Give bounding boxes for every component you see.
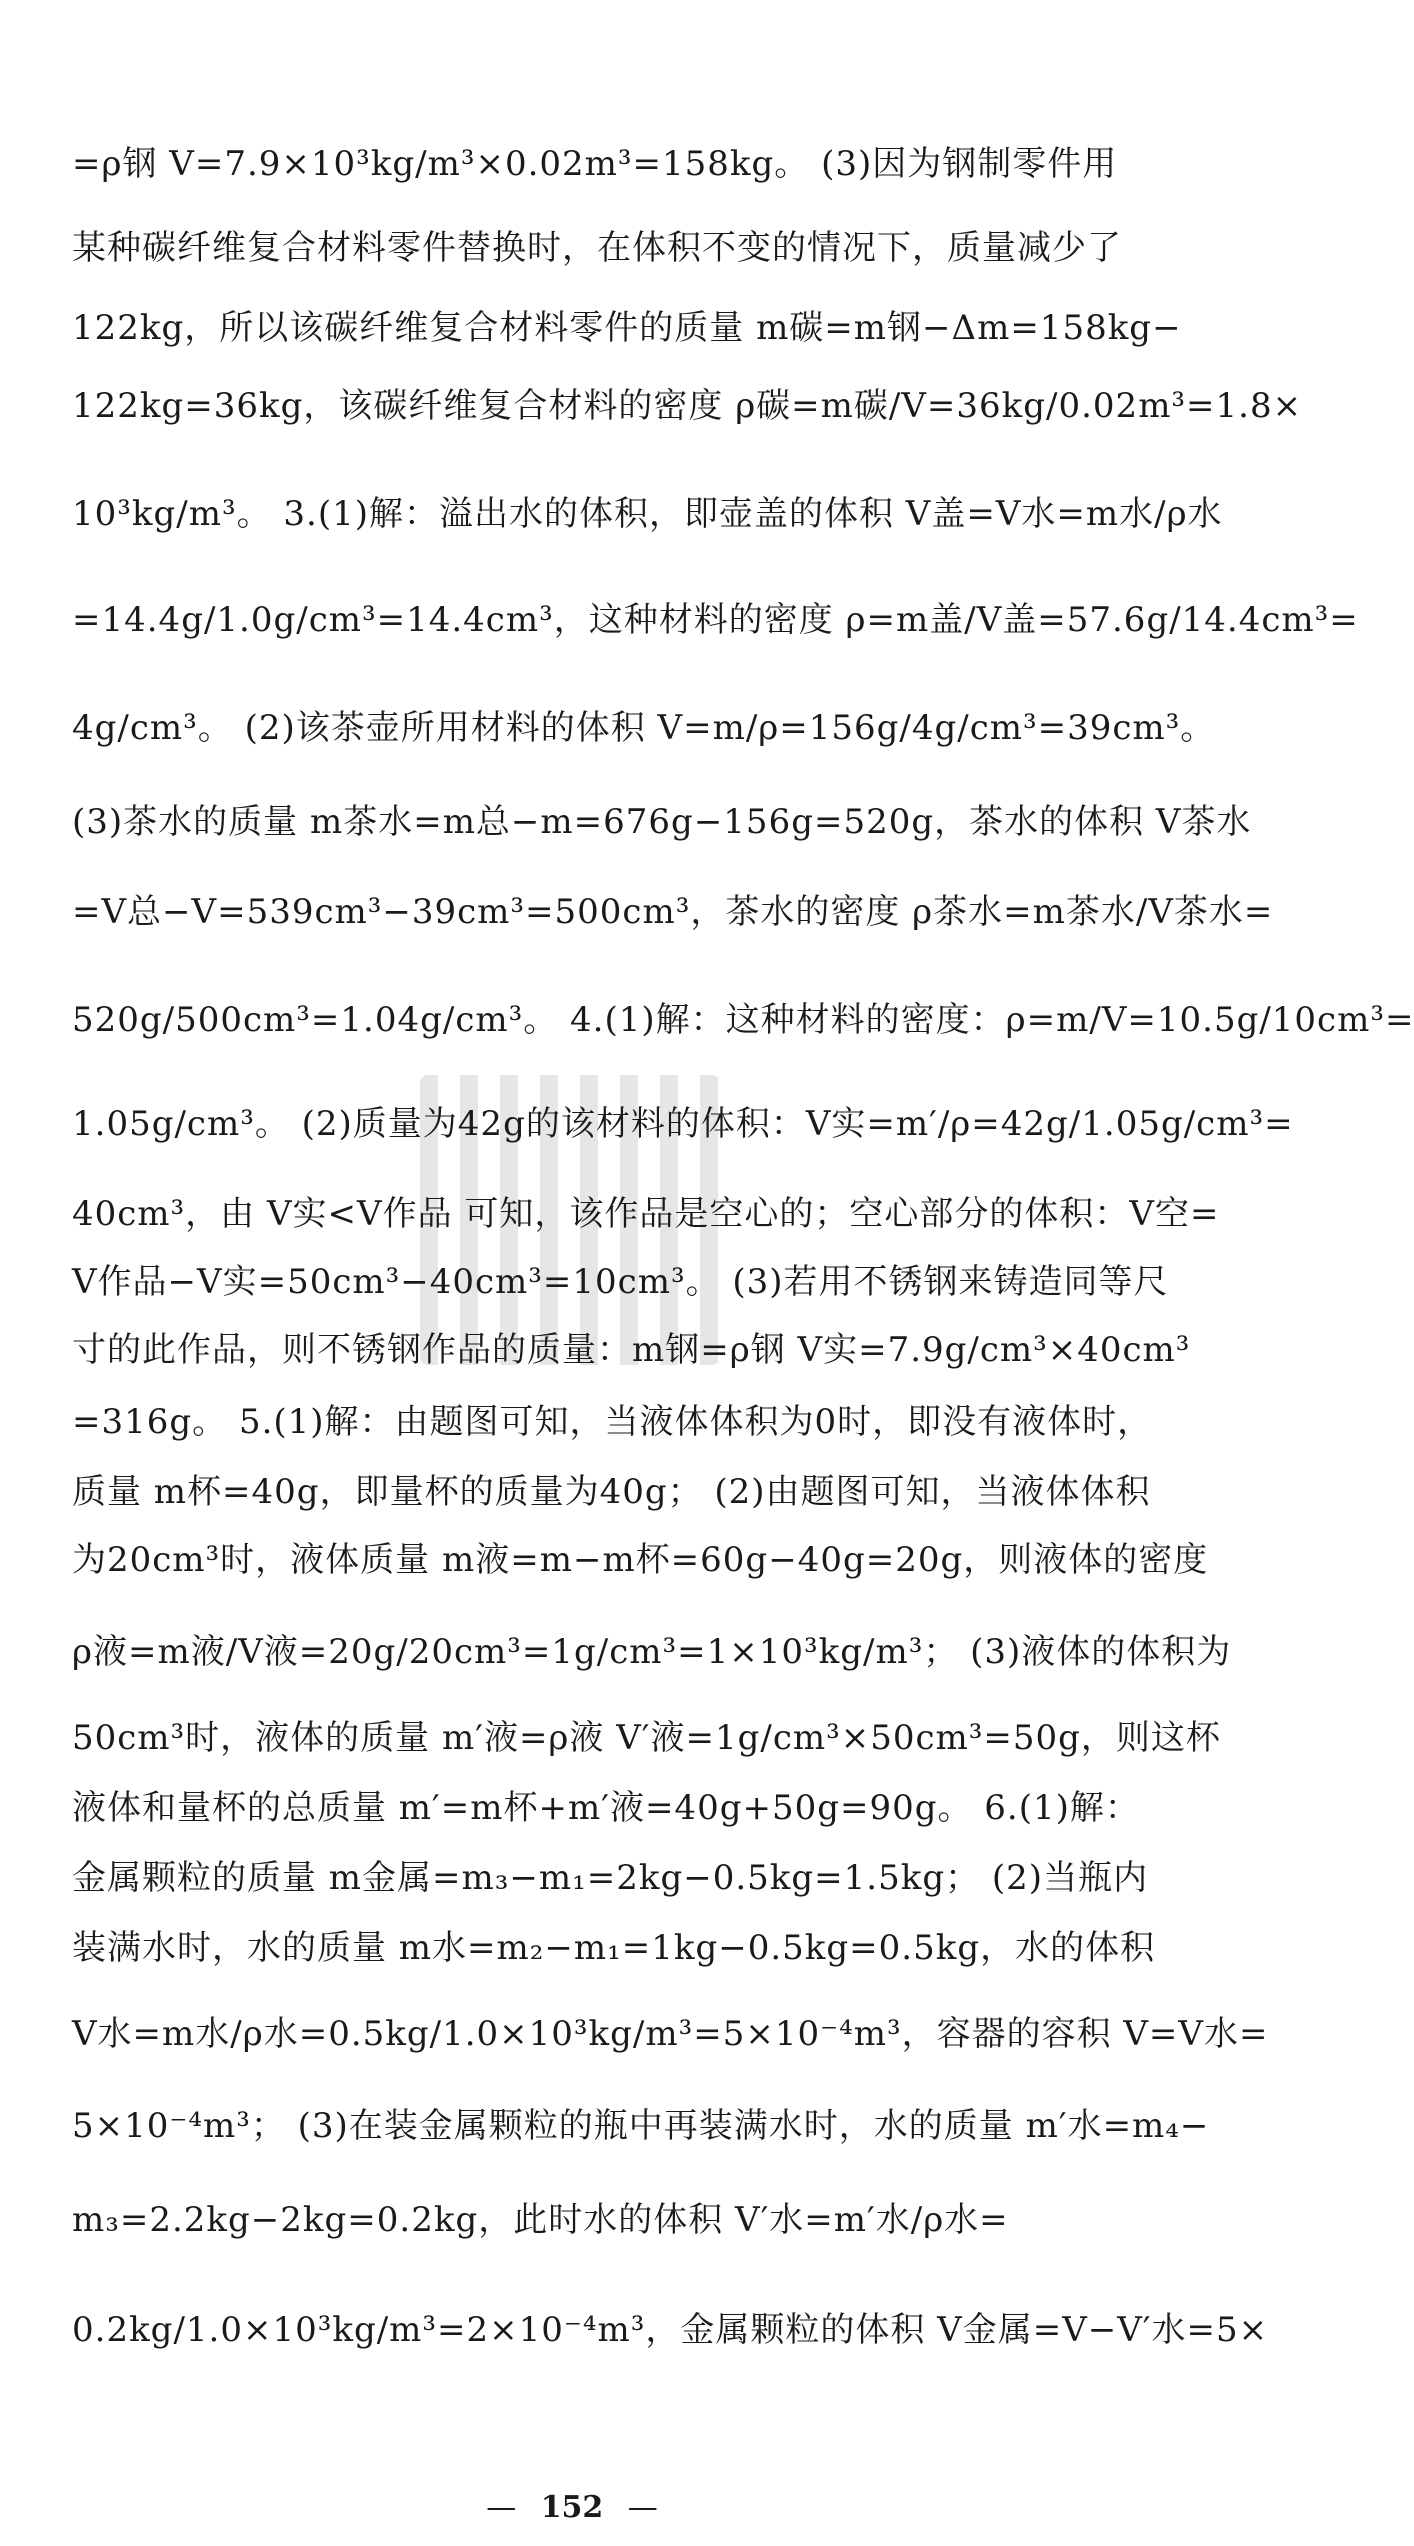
text-line: 122kg，所以该碳纤维复合材料零件的质量 m碳=m钢−Δm=158kg− [72, 308, 1182, 348]
text-line: 122kg=36kg，该碳纤维复合材料的密度 ρ碳=m碳/V=36kg/0.02m³=1.8× [72, 386, 1303, 426]
text-line: (3)茶水的质量 m茶水=m总−m=676g−156g=520g，茶水的体积 V茶水 [72, 802, 1252, 842]
text-line: 金属颗粒的质量 m金属=m₃−m₁=2kg−0.5kg=1.5kg； (2)当瓶内 [72, 1858, 1149, 1898]
text-line: ρ液=m液/V液=20g/20cm³=1g/cm³=1×10³kg/m³； (3)液体的体积为 [72, 1632, 1232, 1672]
text-line: 寸的此作品，则不锈钢作品的质量：m钢=ρ钢 V实=7.9g/cm³×40cm³ [72, 1330, 1191, 1370]
text-line: 质量 m杯=40g，即量杯的质量为40g； (2)由题图可知，当液体体积 [72, 1472, 1151, 1512]
text-line: 0.2kg/1.0×10³kg/m³=2×10⁻⁴m³，金属颗粒的体积 V金属=V−V′水=5× [72, 2310, 1269, 2350]
text-line: V水=m水/ρ水=0.5kg/1.0×10³kg/m³=5×10⁻⁴m³，容器的容积 V=V水= [72, 2014, 1269, 2054]
text-line: 某种碳纤维复合材料零件替换时，在体积不变的情况下，质量减少了 [72, 228, 1122, 268]
text-line: =316g。 5.(1)解：由题图可知，当液体体积为0时，即没有液体时， [72, 1402, 1153, 1442]
text-line: 为20cm³时，液体质量 m液=m−m杯=60g−40g=20g，则液体的密度 [72, 1540, 1209, 1580]
page-number-dash-left: — [486, 2490, 517, 2525]
text-line: =14.4g/1.0g/cm³=14.4cm³，这种材料的密度 ρ=m盖/V盖=57.6g/14.4cm³= [72, 600, 1359, 640]
text-line: m₃=2.2kg−2kg=0.2kg，此时水的体积 V′水=m′水/ρ水= [72, 2200, 1009, 2240]
text-line: 4g/cm³。 (2)该茶壶所用材料的体积 V=m/ρ=156g/4g/cm³=39cm³。 [72, 708, 1216, 748]
text-line: 装满水时，水的质量 m水=m₂−m₁=1kg−0.5kg=0.5kg，水的体积 [72, 1928, 1156, 1968]
text-line: 1.05g/cm³。 (2)质量为42g的该材料的体积：V实=m′/ρ=42g/1.05g/cm³= [72, 1104, 1294, 1144]
text-line: 50cm³时，液体的质量 m′液=ρ液 V′液=1g/cm³×50cm³=50g，则这杯 [72, 1718, 1221, 1758]
text-line: 10³kg/m³。 3.(1)解：溢出水的体积，即壶盖的体积 V盖=V水=m水/ρ水 [72, 494, 1223, 534]
text-line: =V总−V=539cm³−39cm³=500cm³，茶水的密度 ρ茶水=m茶水/V茶水= [72, 892, 1274, 932]
text-line: =ρ钢 V=7.9×10³kg/m³×0.02m³=158kg。 (3)因为钢制零件用 [72, 144, 1118, 184]
page-number-value: 152 [540, 2490, 604, 2525]
page-number-dash-right: — [627, 2490, 658, 2525]
text-line: V作品−V实=50cm³−40cm³=10cm³。 (3)若用不锈钢来铸造同等尺 [72, 1262, 1169, 1302]
text-line: 液体和量杯的总质量 m′=m杯+m′液=40g+50g=90g。 6.(1)解： [72, 1788, 1140, 1828]
page-number [0, 2490, 1144, 2525]
text-line: 40cm³，由 V实<V作品 可知，该作品是空心的；空心部分的体积：V空= [72, 1194, 1220, 1234]
text-line: 520g/500cm³=1.04g/cm³。 4.(1)解：这种材料的密度：ρ=m/V=10.5g/10cm³= [72, 1000, 1414, 1040]
text-line: 5×10⁻⁴m³； (3)在装金属颗粒的瓶中再装满水时，水的质量 m′水=m₄− [72, 2106, 1210, 2146]
